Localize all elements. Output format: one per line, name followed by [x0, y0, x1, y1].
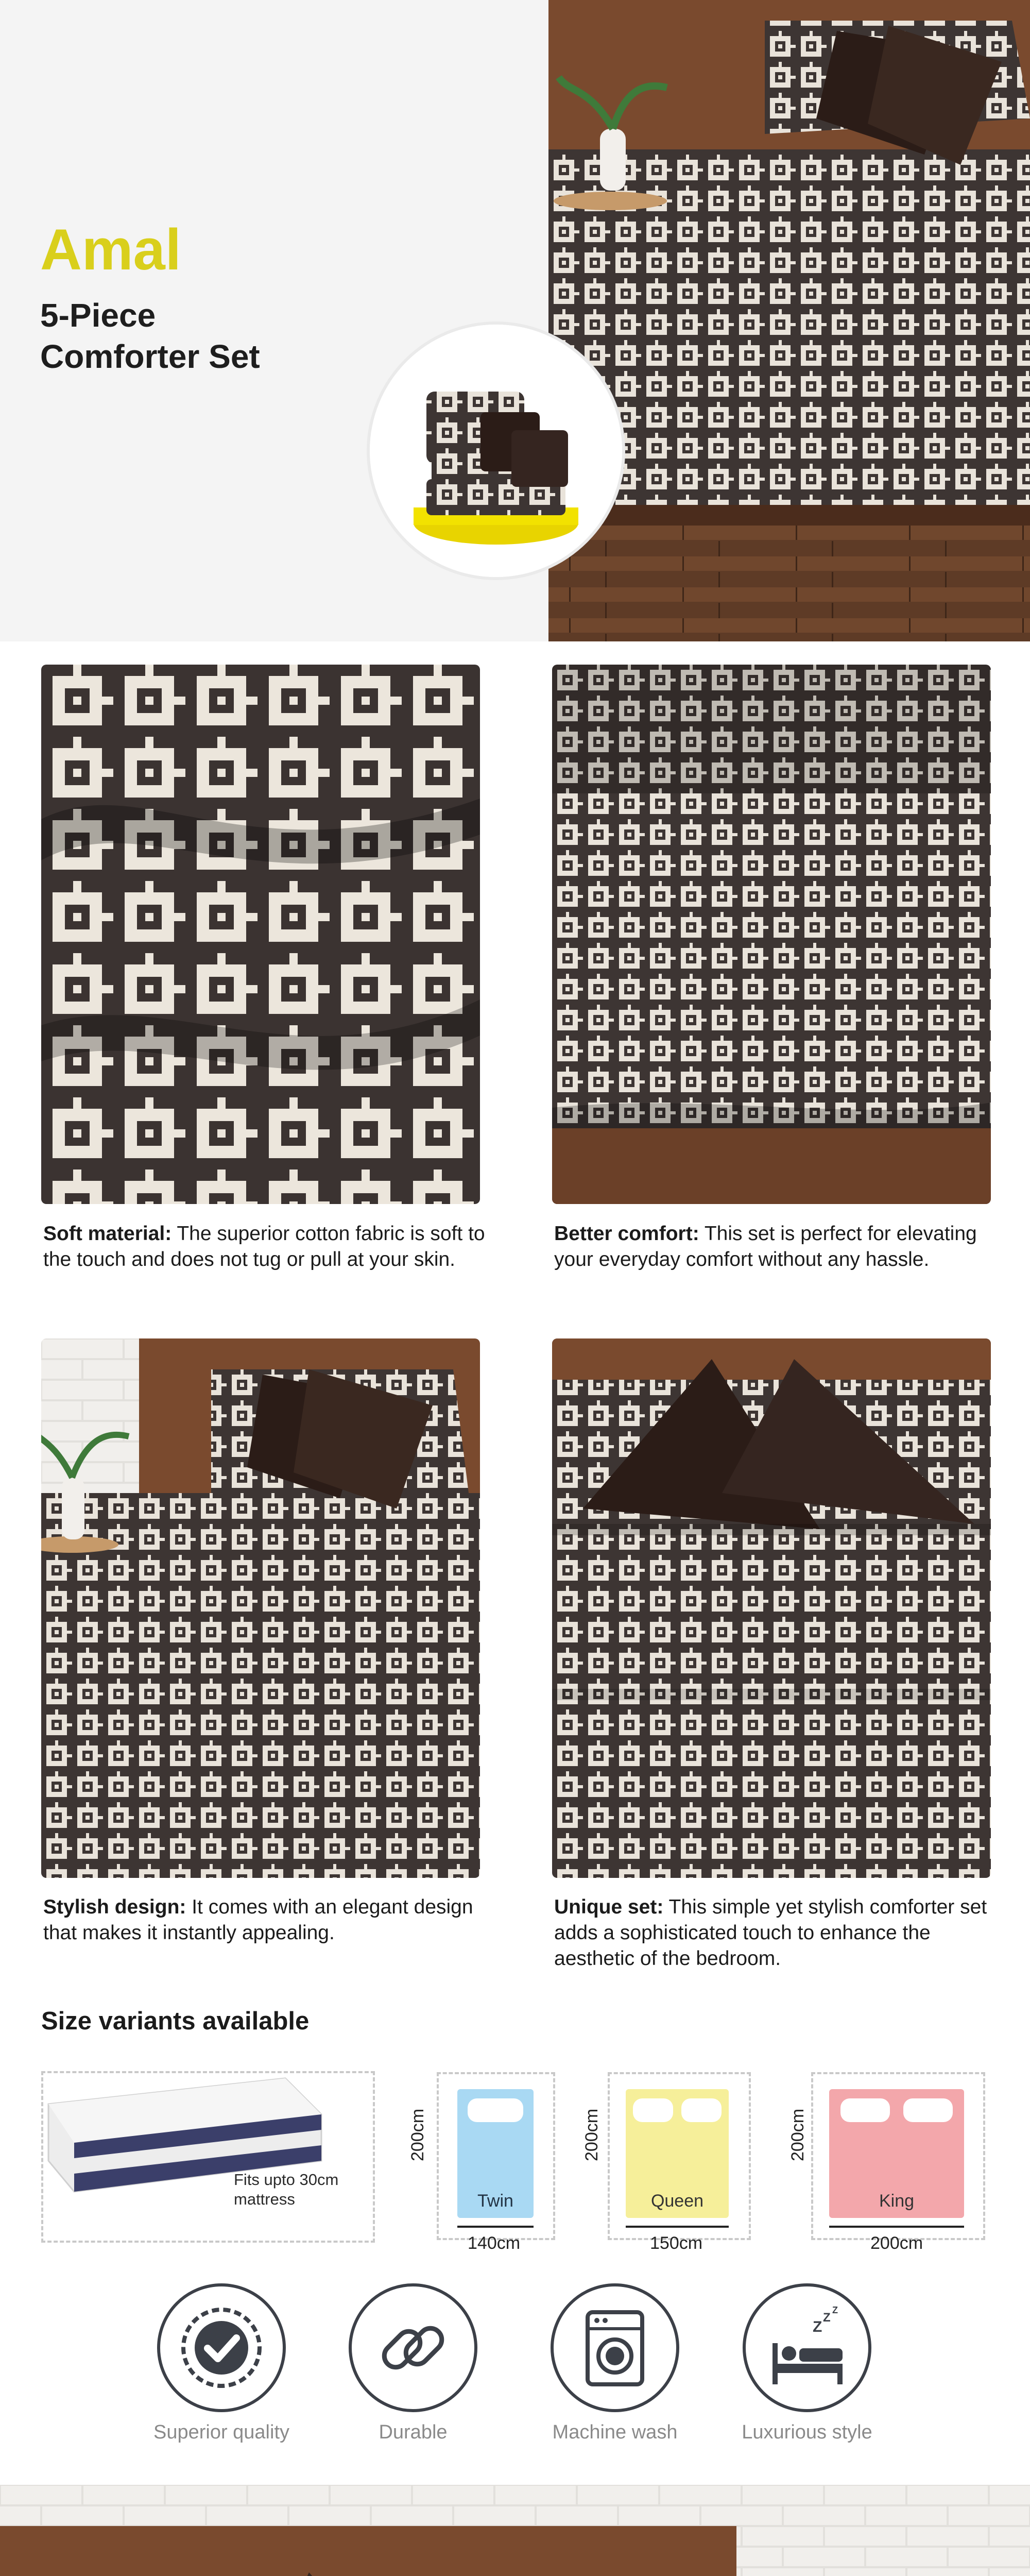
- width-arrow: [829, 2226, 964, 2228]
- feature-caption-title: Better comfort:: [554, 1223, 699, 1245]
- feature-caption-text: The superior cotton fabric is soft to the touch and does not tug or pull at your skin.: [43, 1223, 485, 1270]
- size-width-twin: 140cm: [468, 2233, 521, 2253]
- pillow-icon: [468, 2098, 523, 2122]
- size-name-king: King: [879, 2191, 915, 2211]
- badge-check-icon: [157, 2283, 286, 2412]
- bed-twin: [457, 2089, 534, 2218]
- bed-queen: [626, 2089, 729, 2218]
- feature-caption-title: Soft material:: [43, 1223, 172, 1245]
- size-variants-title: Size variants available: [41, 2007, 310, 2035]
- feature-image-stylish-design: [41, 1338, 480, 1878]
- sleeping-bed-icon: [743, 2283, 871, 2412]
- size-width-king: 200cm: [870, 2233, 923, 2253]
- feature-caption-text: It comes with an elegant design that makes it instantly appealing.: [43, 1896, 473, 1944]
- quality-label-luxurious: Luxurious style: [742, 2421, 872, 2443]
- pillow-icon: [903, 2098, 953, 2122]
- hero-bed-photo: [548, 0, 1030, 641]
- feature-caption-title: Stylish design:: [43, 1896, 186, 1918]
- size-name-queen: Queen: [650, 2191, 704, 2211]
- feature-image-better-comfort: [552, 665, 991, 1204]
- washing-machine-icon: [551, 2283, 679, 2412]
- feature-caption-better-comfort: [554, 1221, 997, 1273]
- mattress-depth-card: [41, 2071, 375, 2243]
- width-arrow: [626, 2226, 729, 2228]
- svg-text:Z: Z: [813, 2318, 822, 2335]
- feature-image-soft-material: [41, 665, 480, 1204]
- product-set-thumbnail: [370, 325, 622, 577]
- product-title-line1: 5-Piece: [40, 297, 156, 334]
- brand-name: Amal: [40, 217, 181, 282]
- pillow-icon: [633, 2098, 673, 2122]
- feature-caption-stylish-design: [43, 1894, 486, 1946]
- quality-label-machine-wash: Machine wash: [552, 2421, 678, 2443]
- mattress-illustration: [43, 2073, 373, 2241]
- size-width-queen: 150cm: [650, 2233, 703, 2253]
- product-title-line2: Comforter Set: [40, 338, 260, 375]
- feature-caption-text: This simple yet stylish comforter set adds a sophisticated touch to enhance the aesthetic of the bedroom.: [554, 1896, 987, 1970]
- feature-caption-text: This set is perfect for elevating your everyday comfort without any hassle.: [554, 1223, 977, 1270]
- size-length-twin: 200cm: [408, 2108, 427, 2161]
- feature-caption-unique-set: [554, 1894, 997, 1972]
- size-name-twin: Twin: [477, 2191, 513, 2211]
- pillow-icon: [840, 2098, 890, 2122]
- lifestyle-banner: [0, 2485, 1030, 2576]
- quality-label-superior: Superior quality: [153, 2421, 290, 2443]
- size-length-king: 200cm: [788, 2108, 808, 2161]
- feature-image-unique-set: [552, 1338, 991, 1878]
- pillow-icon: [681, 2098, 722, 2122]
- chain-link-icon: [349, 2283, 477, 2412]
- feature-caption-soft-material: [43, 1221, 486, 1273]
- mattress-note: Fits upto 30cm mattress: [234, 2171, 339, 2208]
- feature-caption-title: Unique set:: [554, 1896, 664, 1918]
- svg-text:Z: Z: [832, 2305, 838, 2315]
- svg-text:Z: Z: [823, 2311, 831, 2325]
- bed-king: [829, 2089, 964, 2218]
- size-length-queen: 200cm: [582, 2108, 602, 2161]
- width-arrow: [457, 2226, 534, 2228]
- quality-label-durable: Durable: [379, 2421, 448, 2443]
